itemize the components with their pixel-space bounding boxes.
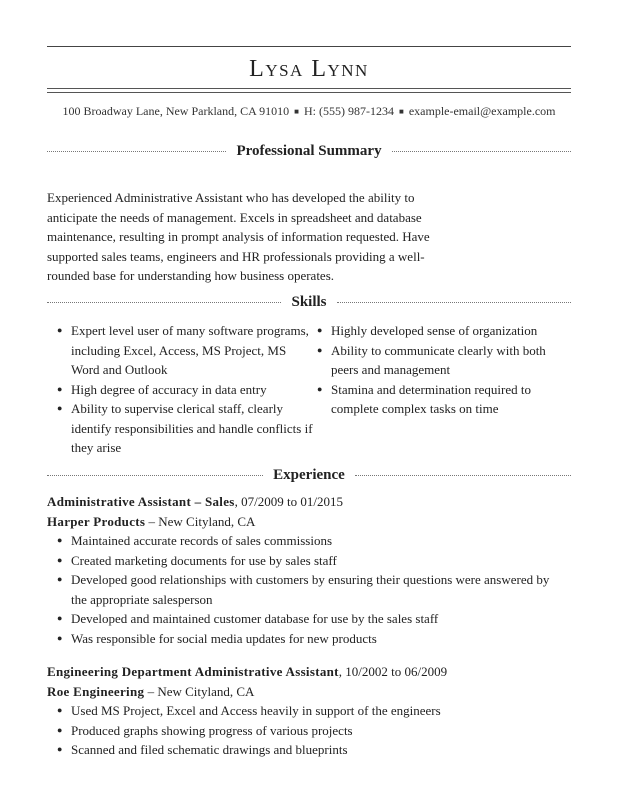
company-line (47, 512, 567, 532)
header-double-rule (47, 88, 571, 93)
skill-item: ● Ability to supervise clerical staff, clearly identify responsibilities and handle conflicts if they arise (57, 399, 317, 458)
company-location: – New Cityland, CA (145, 513, 256, 529)
separator-square-icon: ■ (398, 107, 404, 116)
skill-item: ● High degree of accuracy in data entry (57, 380, 317, 400)
skill-item: ● Highly developed sense of organization (317, 321, 567, 341)
skills-column-left (57, 321, 317, 458)
skill-item: ● Ability to communicate clearly with both peers and management (317, 341, 567, 380)
section-heading-summary (47, 141, 571, 161)
section-title: Skills (291, 293, 327, 310)
dotted-rule (47, 151, 226, 152)
section-heading-skills (47, 292, 571, 312)
section-title: Professional Summary (236, 142, 382, 159)
dotted-rule (337, 302, 571, 303)
company-location: – New Cityland, CA (144, 683, 255, 699)
job-title: Administrative Assistant – Sales (47, 494, 235, 509)
company-line (47, 682, 567, 702)
job-title-line (47, 492, 567, 512)
duty-item: ● Maintained accurate records of sales commissions (57, 531, 567, 551)
summary-text: Experienced Administrative Assistant who has developed the ability to anticipate the needs of management. Excels in spreadsheet and database maintenance, resulting in prompt analysis of information requested. Have supported sales teams, engineers and HR professionals providing a well-rounded base for understanding how business operates. (47, 190, 430, 283)
dotted-rule (47, 302, 281, 303)
candidate-name: Lysa Lynn (249, 56, 369, 82)
company-name: Harper Products (47, 513, 146, 529)
job-title: Engineering Department Administrative Assistant (47, 664, 339, 679)
duty-item: ● Developed good relationships with customers by ensuring their questions were answered by the appropriate salesperson (57, 570, 567, 609)
duty-item: ● Scanned and filed schematic drawings and blueprints (57, 740, 567, 760)
contact-address: 100 Broadway Lane, New Parkland, CA 91010 (62, 104, 290, 118)
section-title: Experience (273, 466, 345, 483)
dotted-rule (355, 475, 571, 476)
contact-phone: H: (555) 987-1234 (303, 104, 394, 118)
company-name: Roe Engineering (47, 683, 145, 699)
duty-item: ● Developed and maintained customer database for use by the sales staff (57, 609, 567, 629)
job-dates: , 07/2009 to 01/2015 (234, 494, 343, 509)
dotted-rule (392, 151, 571, 152)
job-entry (47, 492, 567, 648)
job-dates: , 10/2002 to 06/2009 (338, 664, 448, 679)
job-title-line (47, 662, 567, 682)
dotted-rule (47, 475, 263, 476)
contact-line (0, 104, 618, 119)
duty-item: ● Used MS Project, Excel and Access heavily in support of the engineers (57, 701, 567, 721)
duty-item: ● Created marketing documents for use by sales staff (57, 551, 567, 571)
skill-item: ● Expert level user of many software programs, including Excel, Access, MS Project, MS Word and Outlook (57, 321, 317, 380)
job-duties (47, 531, 567, 648)
contact-email: example-email@example.com (408, 104, 556, 118)
section-heading-experience (47, 465, 571, 485)
duty-item: ● Produced graphs showing progress of various projects (57, 721, 567, 741)
header-top-rule (47, 46, 571, 47)
duty-item: ● Was responsible for social media updates for new products (57, 629, 567, 649)
skill-item: ● Stamina and determination required to complete complex tasks on time (317, 380, 567, 419)
separator-square-icon: ■ (294, 107, 299, 116)
skills-list (57, 321, 567, 458)
job-entry (47, 662, 567, 760)
job-duties (47, 701, 567, 760)
skills-column-right (317, 321, 567, 458)
